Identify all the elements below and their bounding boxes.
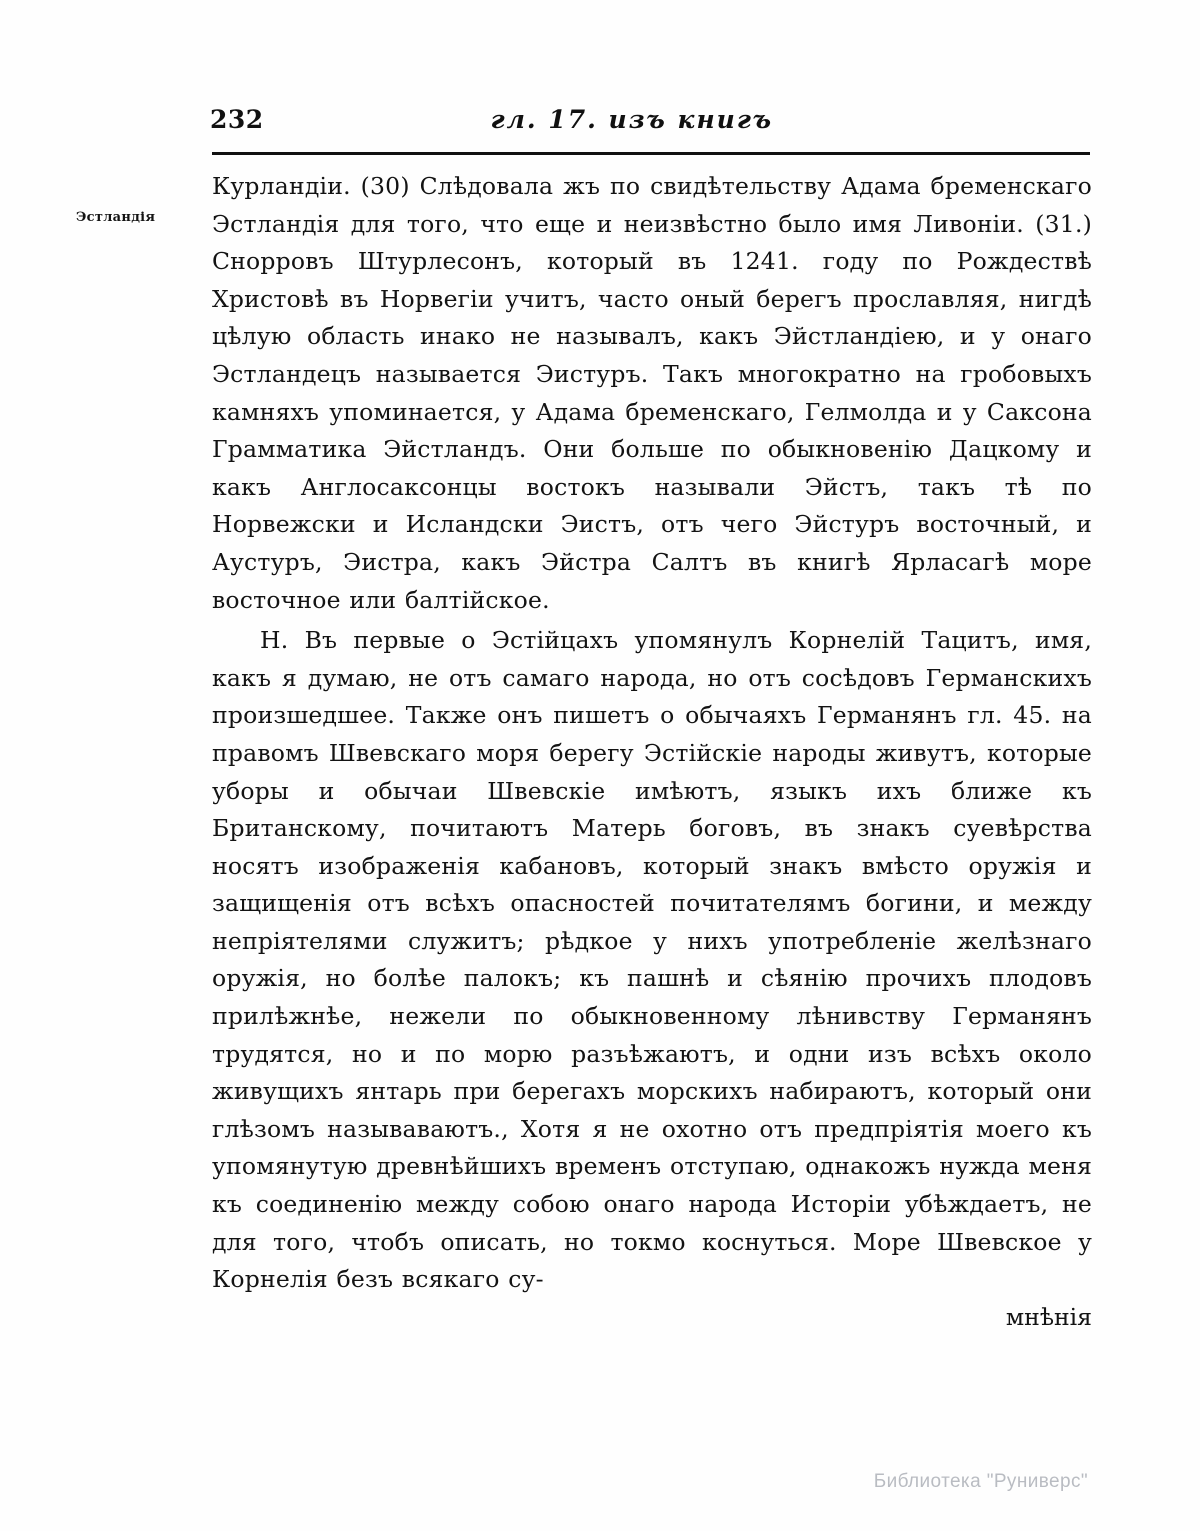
page-number: 232 [210, 105, 264, 134]
catchword: мнѣнія [1005, 1302, 1092, 1331]
page-header [210, 105, 1090, 134]
header-rule [212, 152, 1090, 155]
running-title: гл. 17. изъ книгъ [490, 105, 774, 134]
marginal-note: Эстландія [76, 210, 156, 225]
library-watermark: Библиотека "Руниверс" [873, 1471, 1088, 1492]
body-text [212, 168, 1092, 1336]
paragraph: Курландіи. (30) Слѣдовала жъ по свидѣтельству Адама бременскаго Эстландія для того, что еще и неизвѣстно было имя Ливоніи. (31.) Снорровъ Штурлесонъ, который въ 1241. году по Рождествѣ Христовѣ въ Норвегіи учитъ, часто оный берегъ прославляя, нигдѣ цѣлую область инако не называлъ, какъ Эйстландіею, и у онаго Эстландецъ называется Эистуръ. Такъ многократно на гробовыхъ камняхъ упоминается, у Адама бременскаго, Гелмолда и у Саксона Грамматика Эйстландъ. Они больше по обыкновенію Дацкому и какъ Англосаксонцы востокъ называли Эйстъ, такъ тѣ по Норвежски и Исландски Эистъ, отъ чего Эйстуръ восточный, и Аустуръ, Эистра, какъ Эйстра Салтъ въ книгѣ Ярласагѣ море восточное или балтійское. [212, 172, 1092, 614]
paragraph: Н. Въ первые о Эстійцахъ упомянулъ Корнелій Тацитъ, имя, какъ я думаю, не отъ самаго народа, но отъ сосѣдовъ Германскихъ произшедшее. Также онъ пишетъ о обычаяхъ Германянъ гл. 45. на правомъ Швевскаго моря берегу Эстійскіе народы живутъ, которые уборы и обычаи Швевскіе имѣютъ, языкъ ихъ ближе къ Британскому, почитаютъ Матерь боговъ, въ знакъ суевѣрства носятъ изображенія кабановъ, который знакъ вмѣсто оружія и защищенія отъ всѣхъ опасностей почитателямъ богини, и между непріятелями служитъ; рѣдкое у нихъ употребленіе желѣзнаго оружія, но болѣе палокъ; къ пашнѣ и сѣянію прочихъ плодовъ прилѣжнѣе, нежели по обыкновенному лѣнивству Германянъ трудятся, но и по морю разъѣжаютъ, и одни изъ всѣхъ около живущихъ янтарь при берегахъ морскихъ набираютъ, который они глѣзомъ называваютъ., Хотя я не охотно отъ предпріятія моего къ упомянутую древнѣйшихъ временъ отступаю, однакожъ нужда меня къ соединенію между собою онаго народа Исторіи убѣждаетъ, не для того, чтобъ описать, но токмо коснуться. Море Швевское у Корнелія безъ всякаго су- [212, 626, 1092, 1294]
